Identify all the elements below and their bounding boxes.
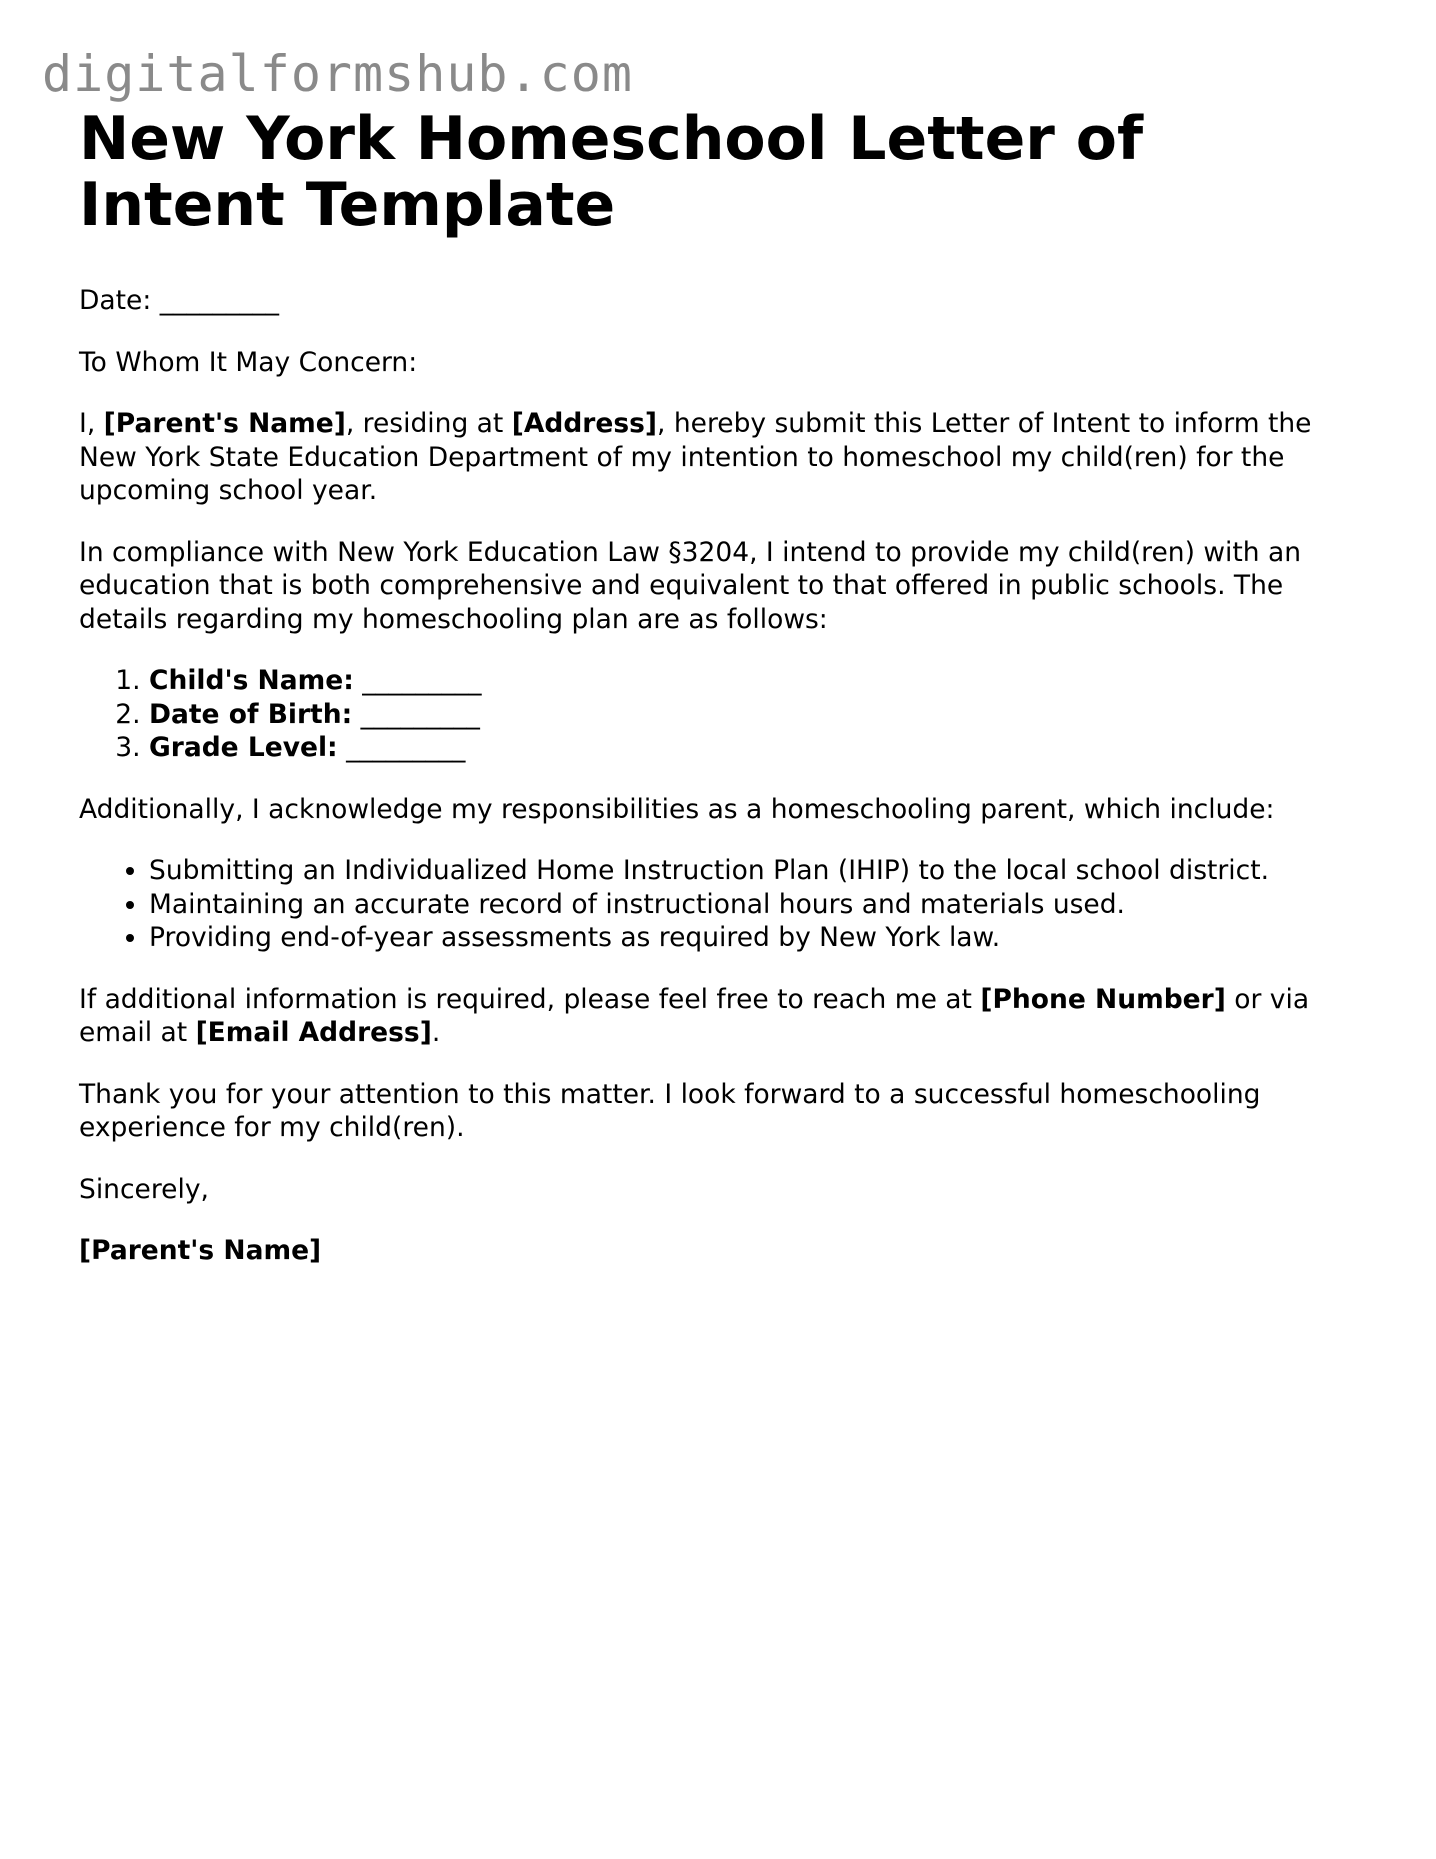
salutation: To Whom It May Concern: [79,346,418,378]
watermark-site-name: digitalformshub.com [42,45,633,103]
signature [79,1234,1369,1268]
closing: Sincerely, [79,1173,209,1205]
page-title: New York Homeschool Letter of Intent Template [79,104,1144,240]
detail-item-child-name [149,664,1369,698]
list-item: • Providing end-of-year assessments as required by New York law. [149,921,1369,955]
detail-blank: _________ [353,665,482,696]
list-item: • Submitting an Individualized Home Instruction Plan (IHIP) to the local school district. [149,854,1369,888]
responsibilities-intro: Additionally, I acknowledge my responsibilities as a homeschooling parent, which include: [79,793,1275,825]
parent-name-placeholder: [Parent's Name] [103,408,346,439]
detail-label: Date of Birth: [149,698,353,730]
detail-label: Grade Level: [149,732,338,763]
contact-text-3: . [431,1017,441,1048]
detail-item-date-of-birth [149,698,1369,732]
phone-placeholder: [Phone Number] [980,983,1226,1015]
intro-text-3: , hereby submit this Letter of Intent to inform the New York State Education Department of my intention to homeschool my child(ren) for the upcoming school year. [79,408,1312,506]
address-placeholder: [Address] [511,408,658,439]
detail-item-grade-level [149,731,1369,765]
intro-paragraph [79,407,1369,508]
detail-label: Child's Name: [149,665,354,696]
letter-document [79,106,1369,1296]
intro-text-2: , residing at [345,408,512,439]
compliance-paragraph: In compliance with New York Education Law §3204, I intend to provide my child(ren) with an education that is both comprehensive and equivalent to that offered in public schools. The details regarding my homeschooling plan are as follows: [79,536,1302,635]
thanks-paragraph: Thank you for your attention to this matter. I look forward to a successful homeschooling experience for my child(ren). [79,1078,1261,1143]
contact-text-1: If additional information is required, please feel free to reach me at [79,983,981,1015]
responsibilities-list [79,854,1369,955]
list-item: • Maintaining an accurate record of instructional hours and materials used. [149,888,1369,922]
intro-text-1: I, [79,408,104,439]
date-line: Date: _________ [79,285,279,316]
signature-name-placeholder: [Parent's Name] [79,1235,322,1266]
detail-blank: _________ [337,732,466,763]
contact-paragraph [79,983,1369,1050]
details-list [79,664,1369,765]
contact-text-2: or via email at [79,983,1310,1048]
detail-blank: _________ [352,698,480,730]
email-placeholder: [Email Address] [195,1017,432,1048]
